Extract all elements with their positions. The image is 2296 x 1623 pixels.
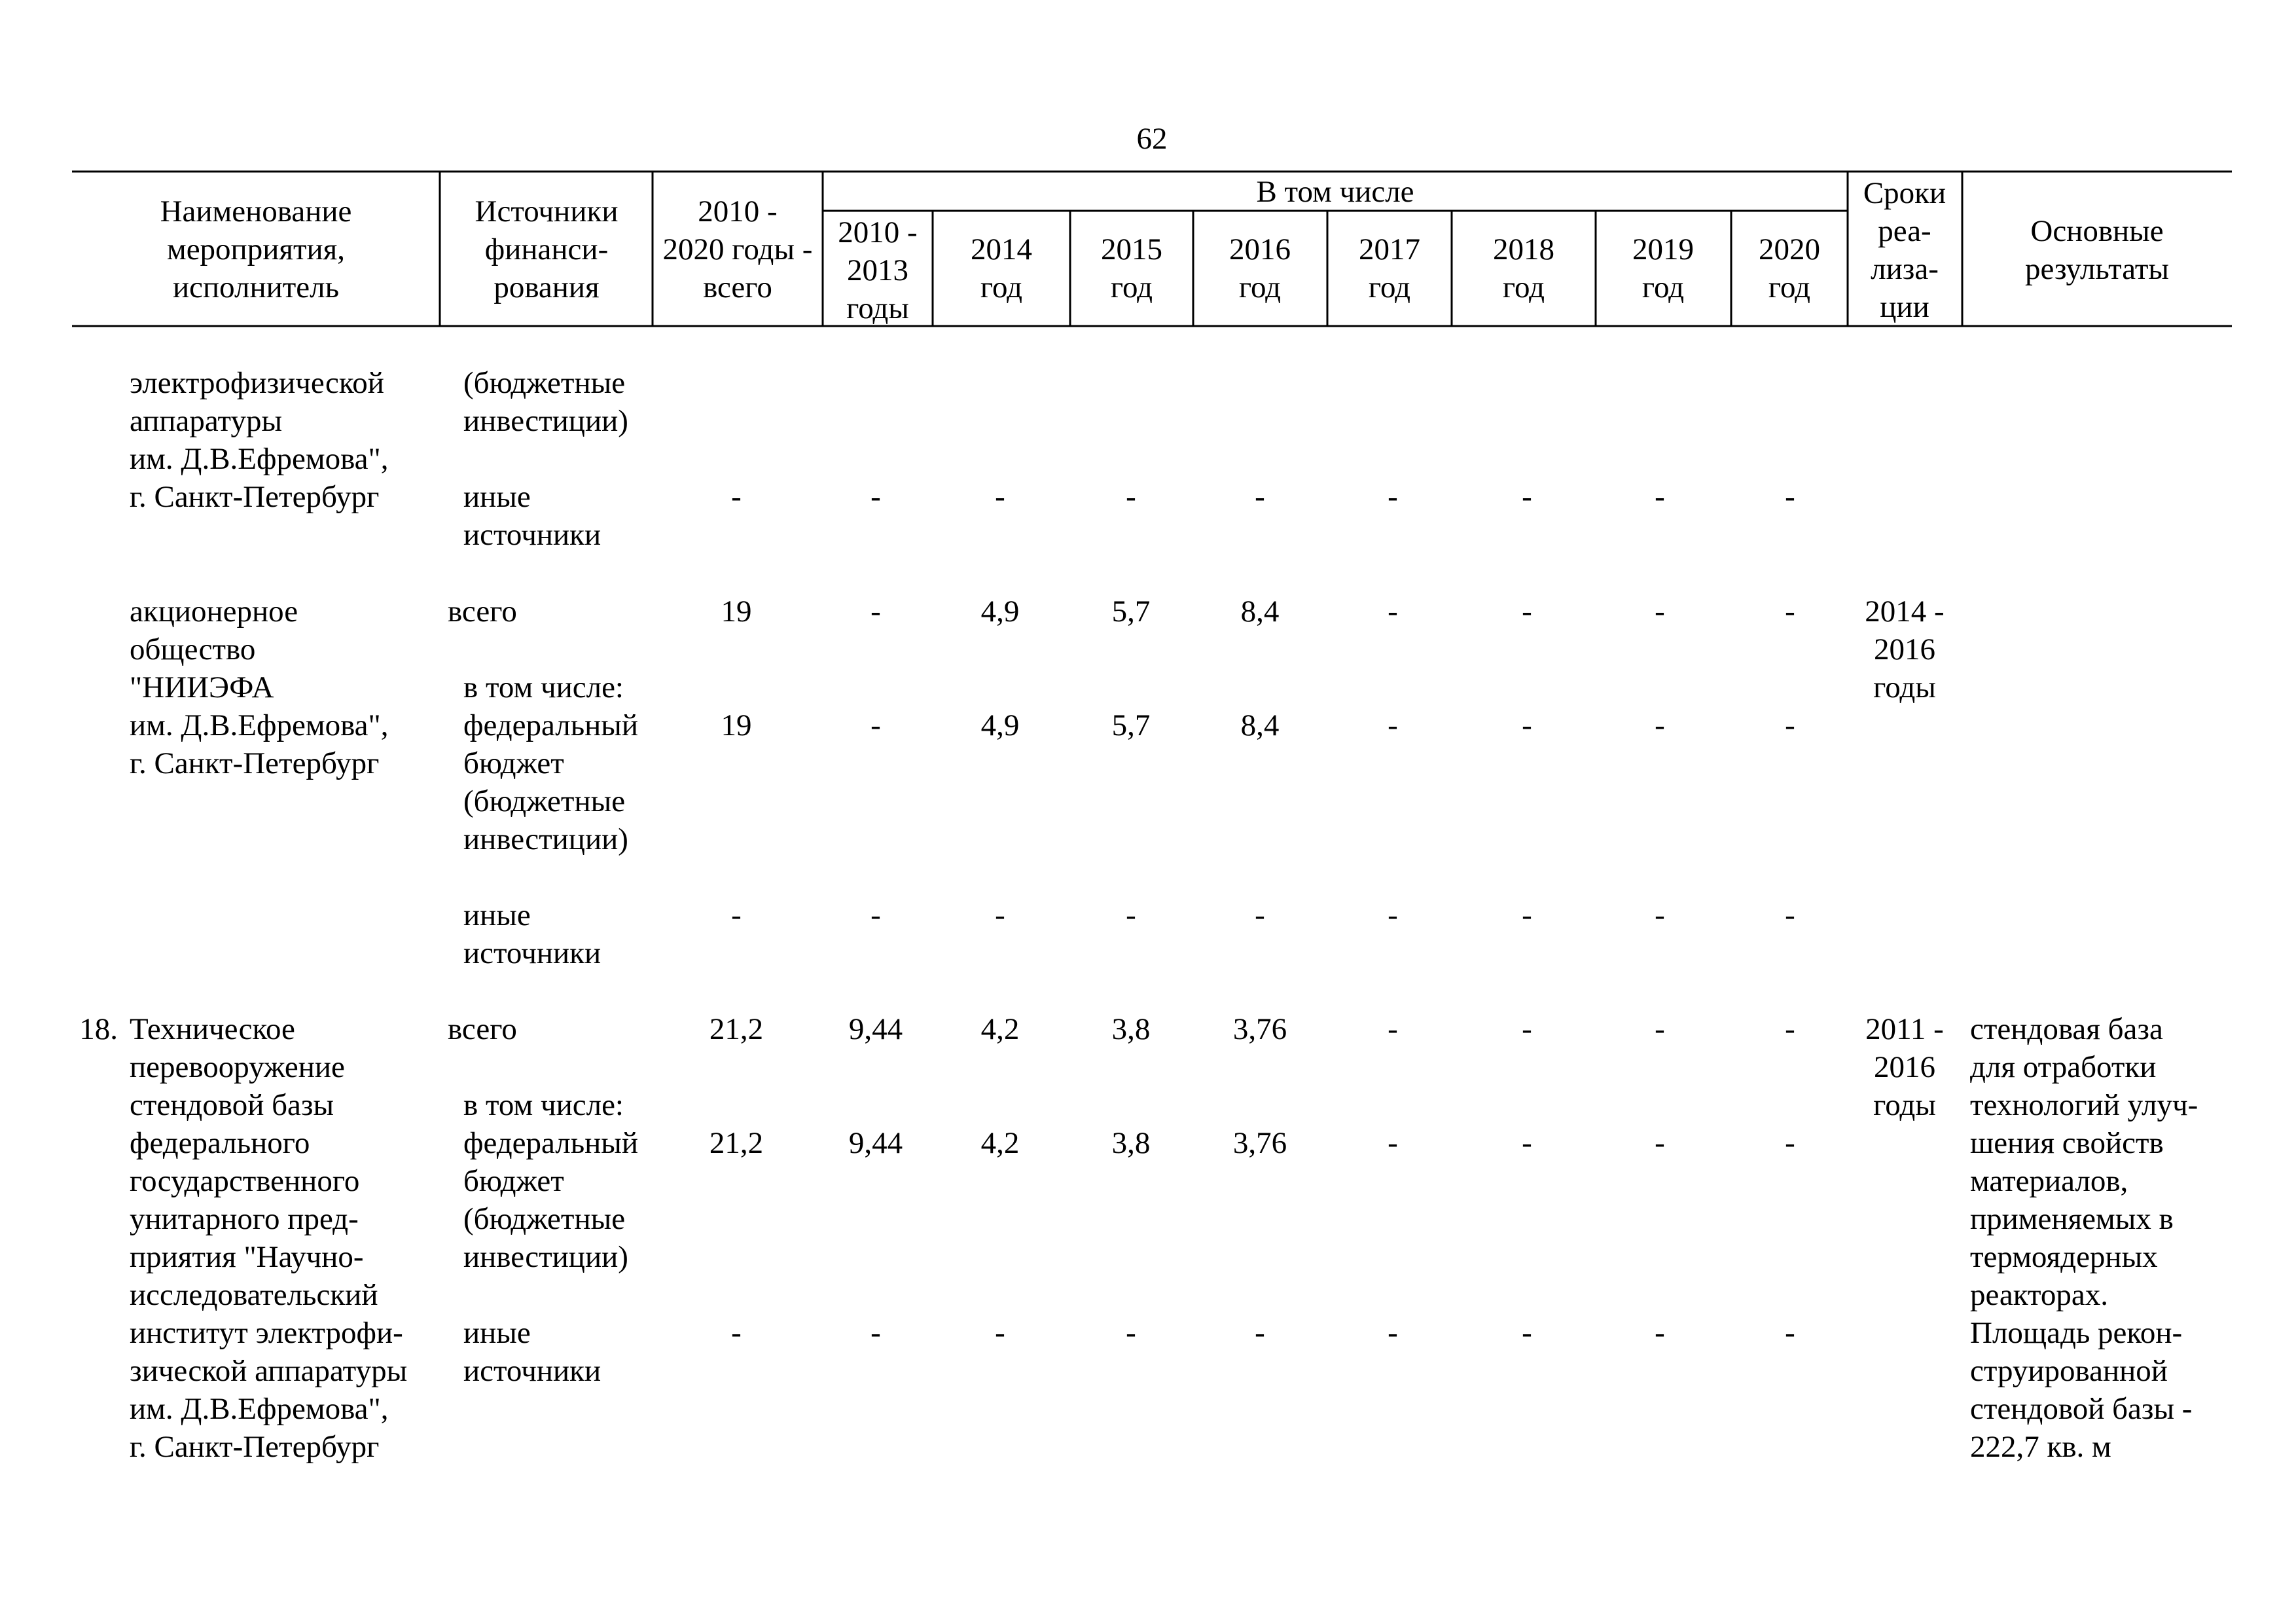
block1-other-2014: -: [995, 480, 1005, 514]
block1-other-2019: -: [1655, 480, 1665, 514]
block3-other-2010-2013: -: [870, 1316, 881, 1350]
block2-other-2018: -: [1522, 898, 1532, 932]
block2-federal-total: 19: [721, 708, 752, 742]
block3-other-total: -: [731, 1316, 742, 1350]
block3-total-2014: 4,2: [980, 1012, 1020, 1046]
block3-name: Техническое перевооружение стендовой базы федерального государственного унитарного пред- приятия "Научно- исследовательский институт электрофи- зической аппаратуры им. Д.В.Ефремова", г. Санкт-Петербург: [130, 1012, 408, 1464]
header-terms: Сроки реа- лиза- ции: [1863, 176, 1946, 324]
block3-federal-2019: -: [1655, 1126, 1665, 1160]
header-2018: 2018 год: [1493, 232, 1554, 304]
block3-item-number: 18.: [79, 1012, 118, 1046]
block3-terms: 2011 - 2016 годы: [1865, 1012, 1944, 1122]
block2-total-2010-2013: -: [870, 594, 881, 629]
block1-other-2020: -: [1785, 480, 1795, 514]
block2-federal-2017: -: [1388, 708, 1398, 742]
block3-results: стендовая база для отработки технологий улуч- шения свойств материалов, применяемых в термоядерных реакторах. Площадь рекон- струированной стендовой базы - 222,7 кв. м: [1970, 1012, 2198, 1464]
block2-other-source: иные источники: [463, 898, 601, 970]
block2-other-total: -: [731, 898, 742, 932]
block1-source-budget-tail: (бюджетные инвестиции): [463, 366, 628, 438]
block2-total-2015: 5,7: [1111, 594, 1151, 629]
block3-federal-2020: -: [1785, 1126, 1795, 1160]
header-total: 2010 - 2020 годы - всего: [662, 194, 813, 304]
block2-federal-source: в том числе: федеральный бюджет (бюджетные инвестиции): [463, 670, 639, 856]
block3-federal-2010-2013: 9,44: [848, 1126, 903, 1160]
block3-federal-source: в том числе: федеральный бюджет (бюджетные инвестиции): [463, 1088, 639, 1274]
block3-total-total: 21,2: [709, 1012, 764, 1046]
block2-total-2018: -: [1522, 594, 1532, 629]
header-2015: 2015 год: [1101, 232, 1162, 304]
header-2010-2013: 2010 - 2013 годы: [838, 215, 918, 325]
block3-total-2015: 3,8: [1111, 1012, 1151, 1046]
block2-name: акционерное общество "НИИЭФА им. Д.В.Ефремова", г. Санкт-Петербург: [130, 594, 389, 780]
block2-federal-2015: 5,7: [1111, 708, 1151, 742]
block2-other-2016: -: [1255, 898, 1265, 932]
block3-total-2018: -: [1522, 1012, 1532, 1046]
block2-federal-2010-2013: -: [870, 708, 881, 742]
block2-total-2017: -: [1388, 594, 1398, 629]
header-results: Основные результаты: [2025, 214, 2169, 286]
header-2019: 2019 год: [1632, 232, 1694, 304]
block1-other-source: иные источники: [463, 480, 601, 552]
header-group-label: В том числе: [1256, 175, 1414, 209]
block3-federal-total: 21,2: [709, 1126, 764, 1160]
block2-other-2017: -: [1388, 898, 1398, 932]
block2-terms: 2014 - 2016 годы: [1865, 594, 1945, 704]
page-number: 62: [1136, 122, 1168, 156]
block2-other-2020: -: [1785, 898, 1795, 932]
block1-other-2017: -: [1388, 480, 1398, 514]
block1-other-2016: -: [1255, 480, 1265, 514]
block3-total-2020: -: [1785, 1012, 1795, 1046]
block3-federal-2015: 3,8: [1111, 1126, 1151, 1160]
block2-federal-2014: 4,9: [980, 708, 1020, 742]
block2-federal-2020: -: [1785, 708, 1795, 742]
block1-other-2015: -: [1126, 480, 1136, 514]
block3-total-source: всего: [448, 1012, 517, 1046]
block3-other-source: иные источники: [463, 1316, 601, 1388]
block3-other-2016: -: [1255, 1316, 1265, 1350]
block2-other-2015: -: [1126, 898, 1136, 932]
block3-federal-2016: 3,76: [1232, 1126, 1287, 1160]
block3-other-2018: -: [1522, 1316, 1532, 1350]
block2-total-source: всего: [448, 594, 517, 629]
block2-total-total: 19: [721, 594, 752, 629]
block2-other-2019: -: [1655, 898, 1665, 932]
block2-other-2014: -: [995, 898, 1005, 932]
block3-federal-2018: -: [1522, 1126, 1532, 1160]
block2-total-2014: 4,9: [980, 594, 1020, 629]
block3-federal-2017: -: [1388, 1126, 1398, 1160]
header-2014: 2014 год: [971, 232, 1032, 304]
block2-federal-2018: -: [1522, 708, 1532, 742]
block1-other-total: -: [731, 480, 742, 514]
block3-other-2019: -: [1655, 1316, 1665, 1350]
header-2017: 2017 год: [1359, 232, 1420, 304]
block1-name: электрофизической аппаратуры им. Д.В.Ефремова", г. Санкт-Петербург: [130, 366, 389, 514]
block2-total-2016: 8,4: [1240, 594, 1280, 629]
block2-other-2010-2013: -: [870, 898, 881, 932]
block2-total-2020: -: [1785, 594, 1795, 629]
block1-other-2010-2013: -: [870, 480, 881, 514]
block3-total-2017: -: [1388, 1012, 1398, 1046]
block3-federal-2014: 4,2: [980, 1126, 1020, 1160]
block2-total-2019: -: [1655, 594, 1665, 629]
block3-other-2015: -: [1126, 1316, 1136, 1350]
block3-other-2014: -: [995, 1316, 1005, 1350]
block2-federal-2016: 8,4: [1240, 708, 1280, 742]
block3-total-2019: -: [1655, 1012, 1665, 1046]
block3-total-2016: 3,76: [1232, 1012, 1287, 1046]
header-name: Наименование мероприятия, исполнитель: [160, 194, 352, 304]
block2-federal-2019: -: [1655, 708, 1665, 742]
block3-other-2017: -: [1388, 1316, 1398, 1350]
block1-other-2018: -: [1522, 480, 1532, 514]
header-sources: Источники финанси- рования: [475, 194, 619, 304]
header-2016: 2016 год: [1229, 232, 1291, 304]
header-2020: 2020 год: [1759, 232, 1820, 304]
block3-other-2020: -: [1785, 1316, 1795, 1350]
block3-total-2010-2013: 9,44: [848, 1012, 903, 1046]
